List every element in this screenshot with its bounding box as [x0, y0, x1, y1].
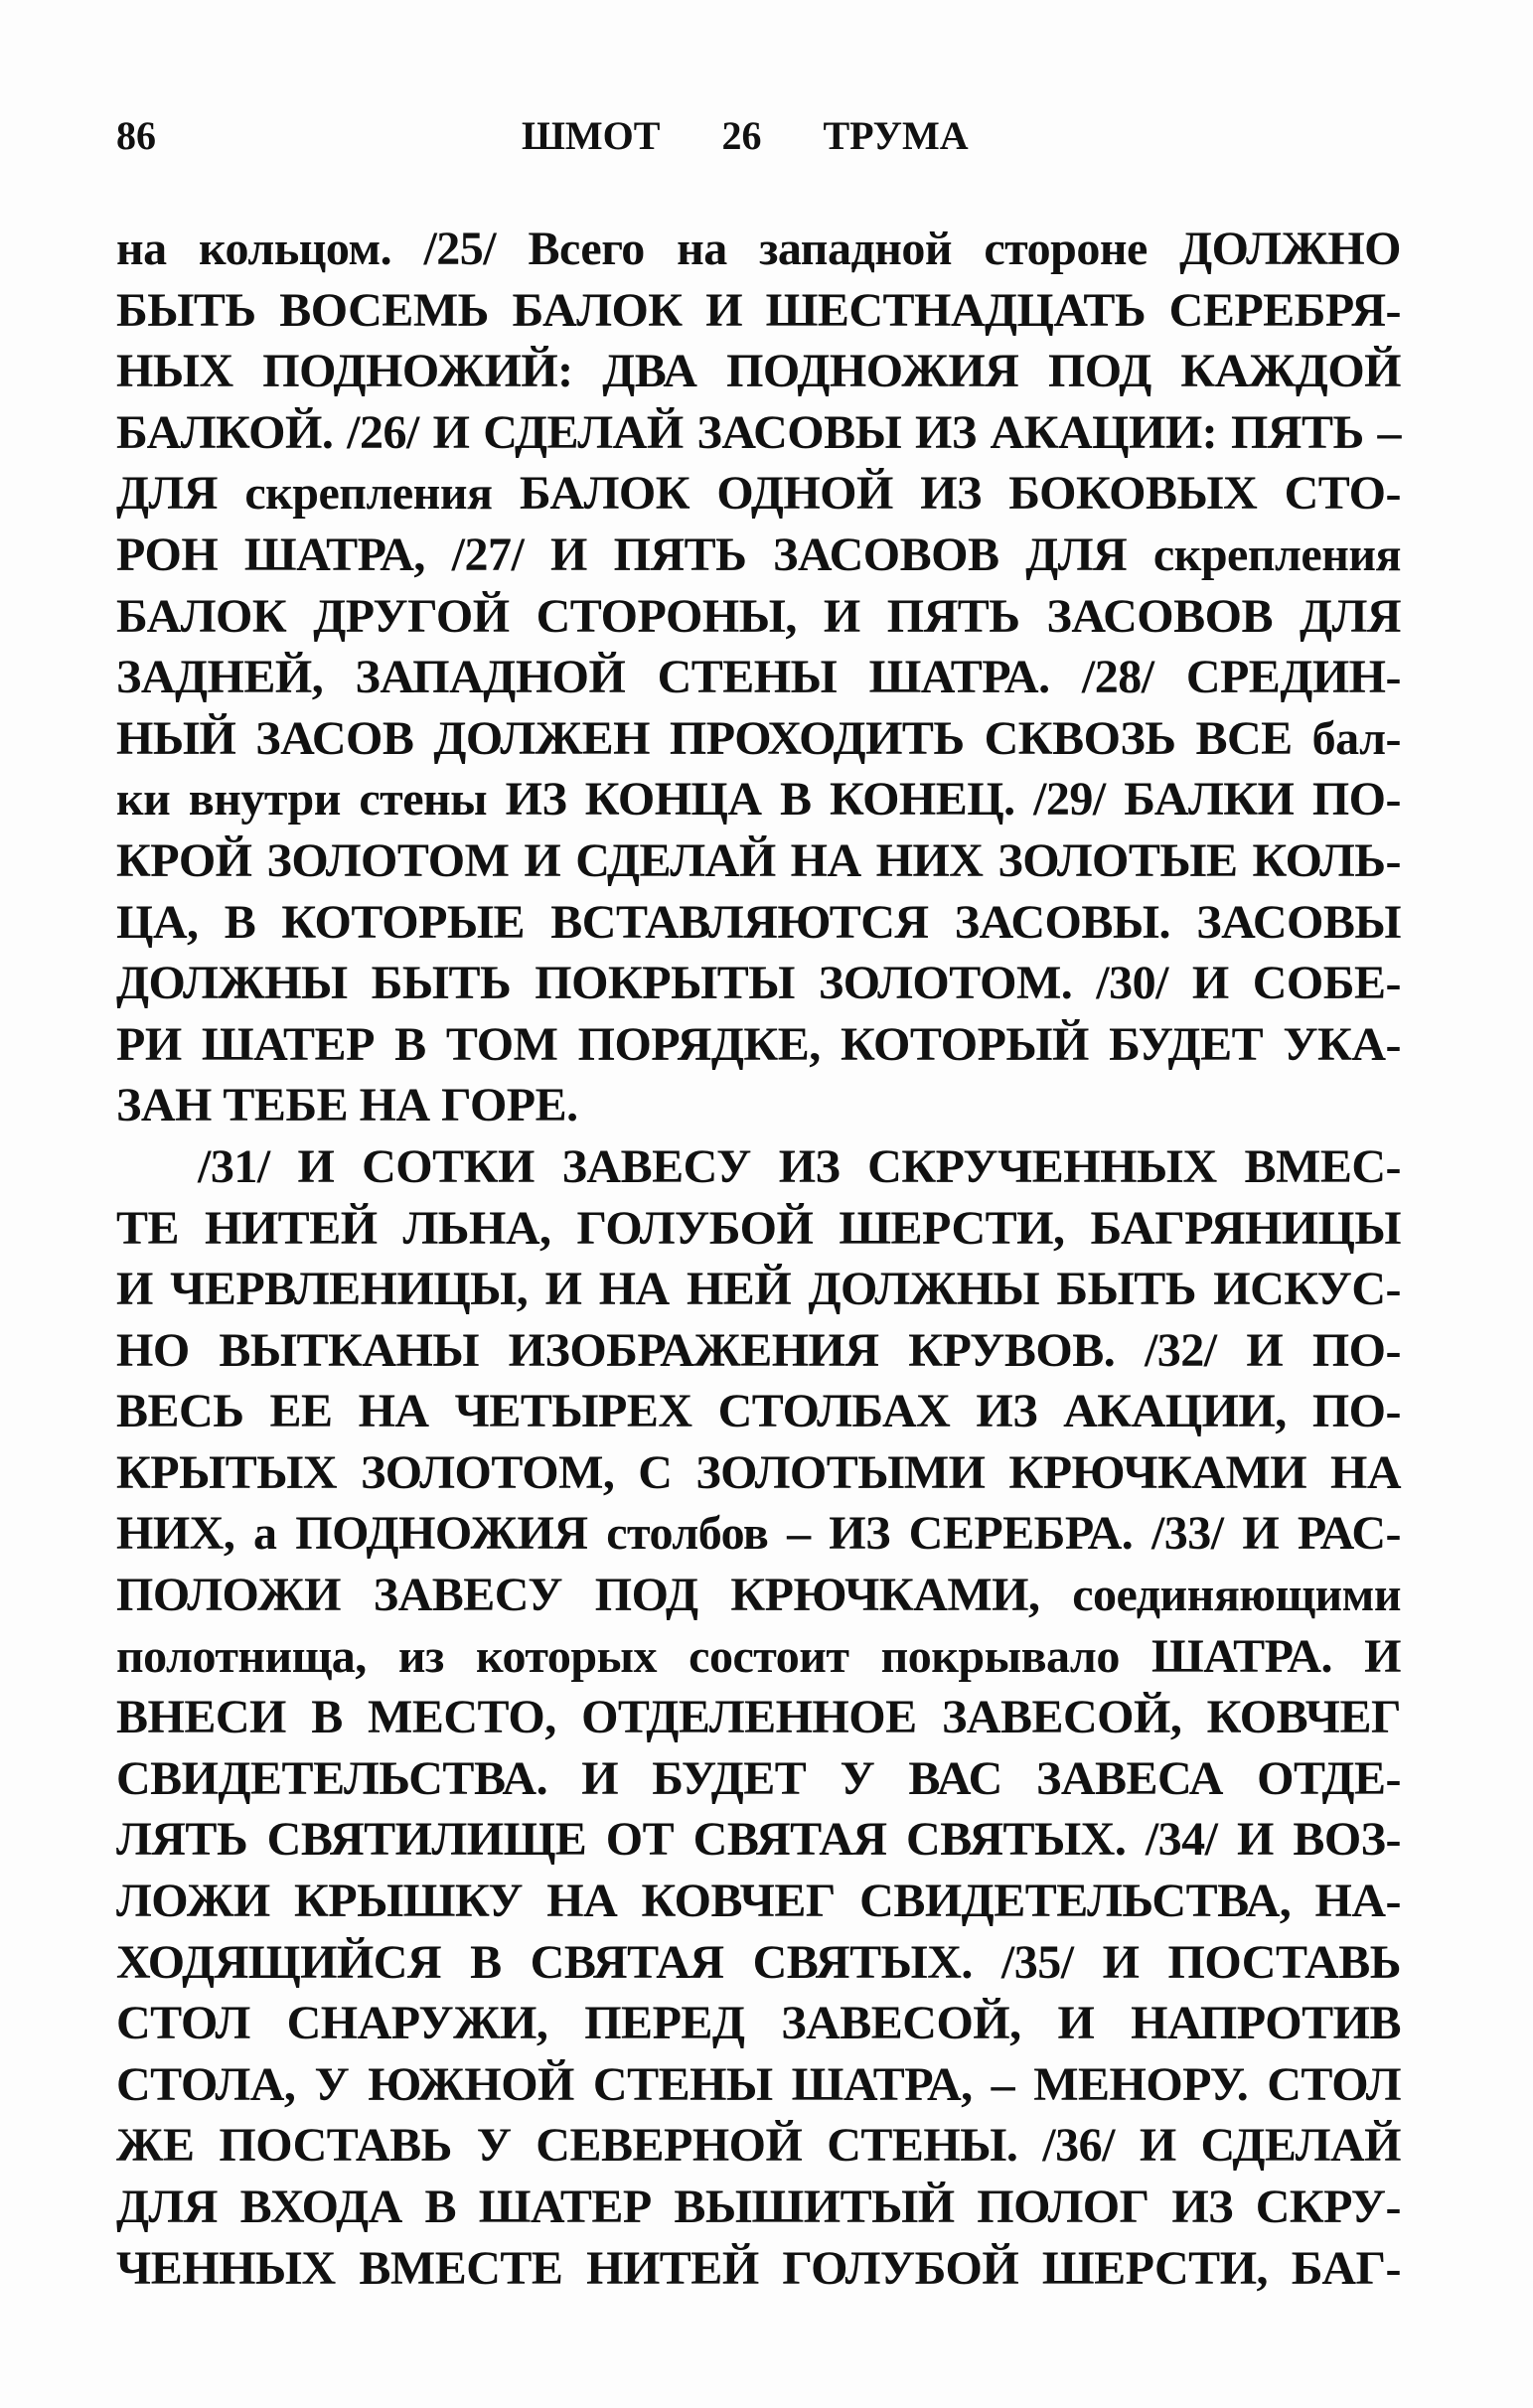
text-line: СТОЛ СНАРУЖИ, ПЕРЕД ЗАВЕСОЙ, И НАПРОТИВ — [116, 1997, 1401, 2050]
text-line: ЛЯТЬ СВЯТИЛИЩЕ ОТ СВЯТАЯ СВЯТЫХ. /34/ И ВОЗ- — [116, 1813, 1401, 1867]
running-head-chapter: 26 — [721, 113, 762, 158]
text-line: НЫЙ ЗАСОВ ДОЛЖЕН ПРОХОДИТЬ СКВОЗЬ ВСЕ бал- — [116, 711, 1401, 765]
text-line: ВНЕСИ В МЕСТО, ОТДЕЛЕННОЕ ЗАВЕСОЙ, КОВЧЕГ — [116, 1691, 1401, 1744]
running-head-portion: ТРУМА — [823, 113, 969, 158]
text-line: ДОЛЖНЫ БЫТЬ ПОКРЫТЫ ЗОЛОТОМ. /30/ И СОБЕ- — [116, 957, 1401, 1010]
text-line: на кольцом. /25/ Всего на западной стороне ДОЛЖНО — [116, 223, 1401, 275]
text-line: ХОДЯЩИЙСЯ В СВЯТАЯ СВЯТЫХ. /35/ И ПОСТАВЬ — [116, 1935, 1401, 1989]
text-line: ЦА, В КОТОРЫЕ ВСТАВЛЯЮТСЯ ЗАСОВЫ. ЗАСОВЫ — [116, 895, 1401, 949]
text-line: полотнища, из которых состоит покрывало ШАТРА. И — [116, 1629, 1401, 1683]
text-line: БЫТЬ ВОСЕМЬ БАЛОК И ШЕСТНАДЦАТЬ СЕРЕБРЯ- — [116, 283, 1401, 337]
text-line: ПОЛОЖИ ЗАВЕСУ ПОД КРЮЧКАМИ, соединяющими — [116, 1569, 1401, 1622]
text-line: ЛОЖИ КРЫШКУ НА КОВЧЕГ СВИДЕТЕЛЬСТВА, НА- — [116, 1875, 1401, 1928]
text-line: СТОЛА, У ЮЖНОЙ СТЕНЫ ШАТРА, – МЕНОРУ. СТОЛ — [116, 2057, 1401, 2111]
text-line: РИ ШАТЕР В ТОМ ПОРЯДКЕ, КОТОРЫЙ БУДЕТ УКА- — [116, 1017, 1401, 1071]
text-line: ДЛЯ ВХОДА В ШАТЕР ВЫШИТЫЙ ПОЛОГ ИЗ СКРУ- — [116, 2181, 1401, 2233]
body-text — [116, 219, 1401, 2299]
text-line: БАЛОК ДРУГОЙ СТОРОНЫ, И ПЯТЬ ЗАСОВОВ ДЛЯ — [116, 589, 1401, 643]
running-head — [116, 111, 1401, 161]
text-line: КРОЙ ЗОЛОТОМ И СДЕЛАЙ НА НИХ ЗОЛОТЫЕ КОЛЬ- — [116, 833, 1401, 887]
page-number: 86 — [116, 113, 156, 158]
text-line-paragraph-end: ЗАН ТЕБЕ НА ГОРЕ. — [116, 1079, 578, 1132]
running-head-title — [522, 111, 969, 161]
text-line: ки внутри стены ИЗ КОНЦА В КОНЕЦ. /29/ БАЛКИ ПО- — [116, 773, 1401, 827]
text-line-paragraph-start: /31/ И СОТКИ ЗАВЕСУ ИЗ СКРУЧЕННЫХ ВМЕС- — [198, 1139, 1401, 1193]
text-line: НО ВЫТКАНЫ ИЗОБРАЖЕНИЯ КРУВОВ. /32/ И ПО- — [116, 1323, 1401, 1377]
text-line: НИХ, а ПОДНОЖИЯ столбов – ИЗ СЕРЕБРА. /33/ И РАС- — [116, 1507, 1401, 1561]
text-line: СВИДЕТЕЛЬСТВА. И БУДЕТ У ВАС ЗАВЕСА ОТДЕ- — [116, 1751, 1401, 1805]
text-line: БАЛКОЙ. /26/ И СДЕЛАЙ ЗАСОВЫ ИЗ АКАЦИИ: ПЯТЬ – — [116, 405, 1401, 459]
text-line: И ЧЕРВЛЕНИЦЫ, И НА НЕЙ ДОЛЖНЫ БЫТЬ ИСКУС- — [116, 1263, 1401, 1316]
text-line: ЖЕ ПОСТАВЬ У СЕВЕРНОЙ СТЕНЫ. /36/ И СДЕЛАЙ — [116, 2119, 1401, 2173]
text-line: НЫХ ПОДНОЖИЙ: ДВА ПОДНОЖИЯ ПОД КАЖДОЙ — [116, 345, 1401, 398]
text-line: ТЕ НИТЕЙ ЛЬНА, ГОЛУБОЙ ШЕРСТИ, БАГРЯНИЦЫ — [116, 1201, 1401, 1255]
running-head-book: ШМОТ — [522, 113, 661, 158]
text-line: ДЛЯ скрепления БАЛОК ОДНОЙ ИЗ БОКОВЫХ СТО- — [116, 467, 1401, 521]
text-line: ЧЕННЫХ ВМЕСТЕ НИТЕЙ ГОЛУБОЙ ШЕРСТИ, БАГ- — [116, 2241, 1401, 2295]
text-line: КРЫТЫХ ЗОЛОТОМ, С ЗОЛОТЫМИ КРЮЧКАМИ НА — [116, 1445, 1401, 1499]
text-line: ВЕСЬ ЕЕ НА ЧЕТЫРЕХ СТОЛБАХ ИЗ АКАЦИИ, ПО- — [116, 1385, 1401, 1438]
text-line: ЗАДНЕЙ, ЗАПАДНОЙ СТЕНЫ ШАТРА. /28/ СРЕДИН- — [116, 651, 1401, 704]
text-line: РОН ШАТРА, /27/ И ПЯТЬ ЗАСОВОВ ДЛЯ скрепления — [116, 527, 1401, 581]
